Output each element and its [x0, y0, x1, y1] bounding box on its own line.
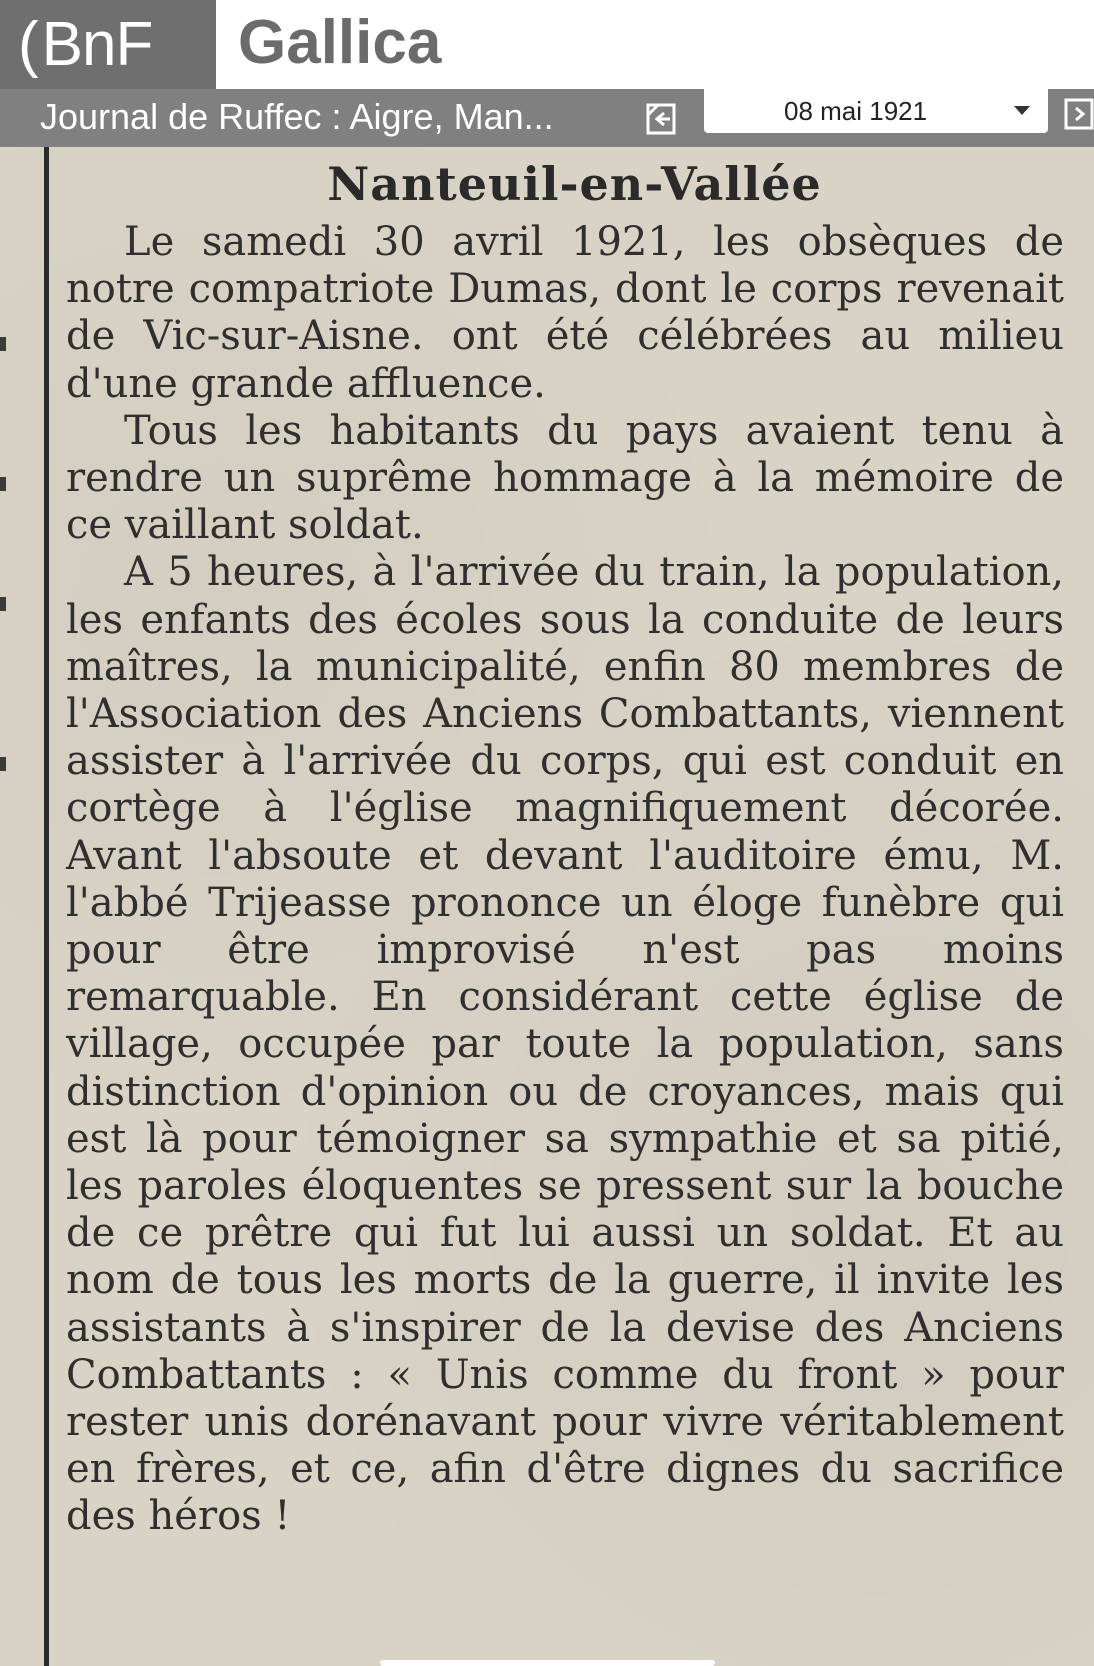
bnf-logo-text: BnF: [41, 10, 153, 79]
site-title[interactable]: Gallica: [238, 8, 442, 77]
chevron-down-icon: [1014, 106, 1030, 115]
article-body: [66, 219, 1064, 1541]
article-paragraph: Tous les habitants du pays avaient tenu à rendre un suprême hommage à la mémoire de ce vaillant soldat.: [66, 407, 1064, 549]
scan-edge-mark: [0, 597, 6, 611]
bnf-logo[interactable]: [0, 0, 216, 89]
article-paragraph: Le samedi 30 avril 1921, les obsèques de notre compatriote Dumas, dont le corps revenait de Vic-sur-Aisne. ont été célébrées au milieu d'une grande affluence.: [66, 219, 1064, 407]
scan-edge-mark: [0, 757, 6, 771]
date-select-value: 08 mai 1921: [784, 96, 928, 126]
newspaper-page-scan[interactable]: [0, 147, 1094, 1666]
page-forward-icon[interactable]: [1062, 94, 1094, 142]
article-paragraph: A 5 heures, à l'arrivée du train, la population, les enfants des écoles sous la conduite de leurs maîtres, la municipalité, enfin 80 membres de l'Association des Anciens Combattants, viennent assister à l'arrivée du corps, qui est conduit en cortège à l'église magnifiquement décorée. Avant l'absoute et devant l'auditoire ému, M. l'abbé Trijeasse prononce un éloge funèbre qui pour être improvisé n'est pas moins remarquable. En considérant cette église de village, occupée par toute la population, sans distinction d'opinion ou de croyances, mais qui est là pour témoigner sa sympathie et sa pitié, les paroles éloquentes se pressent sur la bouche de ce prêtre qui fut lui aussi un soldat. Et au nom de tous les morts de la guerre, il invite les assistants à s'inspirer de la devise des Anciens Combattants : « Unis comme du front » pour rester unis dorénavant pour vivre véritablement en frères, et ce, afin d'être dignes du sacrifice des héros !: [66, 549, 1064, 1540]
page-back-icon[interactable]: [638, 94, 686, 142]
column-rule: [44, 147, 49, 1666]
scan-edge-mark: [0, 477, 6, 491]
date-select[interactable]: [704, 89, 1048, 133]
document-title[interactable]: Journal de Ruffec : Aigre, Man...: [40, 96, 554, 137]
document-toolbar: [0, 89, 1094, 147]
article-heading: Nanteuil-en-Vallée: [327, 157, 822, 211]
app-header: [0, 0, 1094, 89]
home-indicator[interactable]: [380, 1660, 715, 1666]
scan-edge-mark: [0, 337, 6, 351]
bnf-logo-bracket: (: [18, 10, 38, 79]
